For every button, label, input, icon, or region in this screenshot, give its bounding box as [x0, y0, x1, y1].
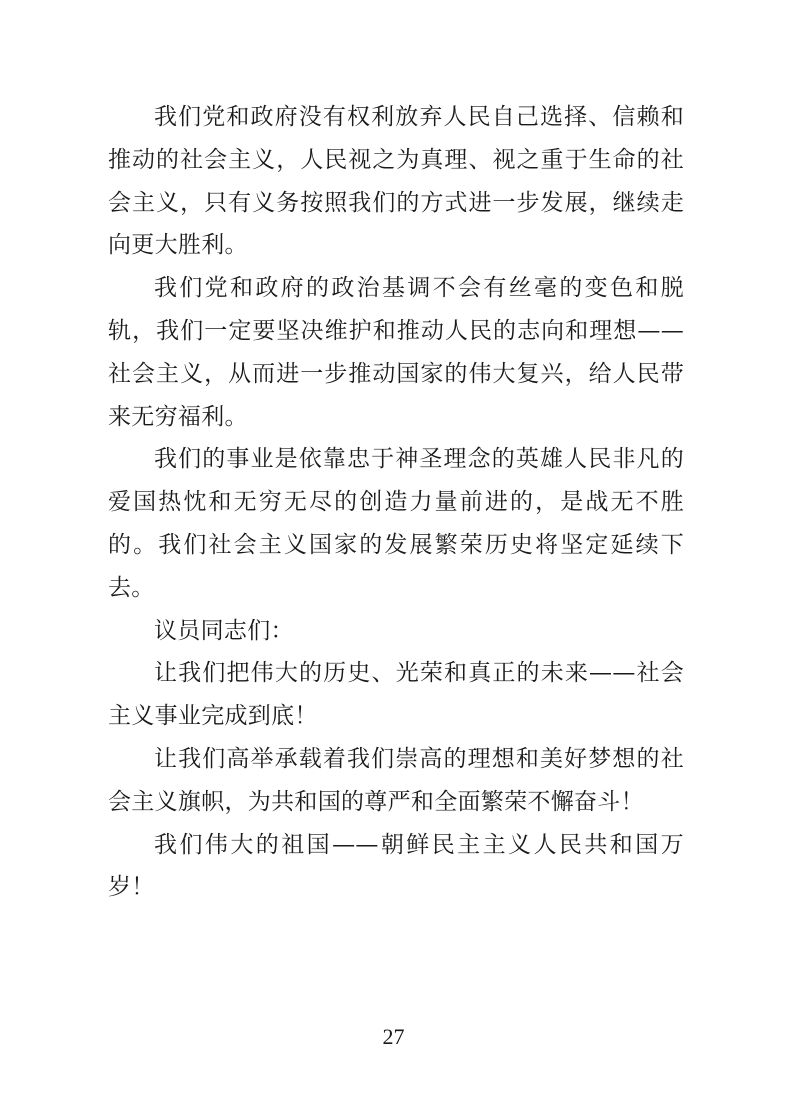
paragraph: 我们的事业是依靠忠于神圣理念的英雄人民非凡的爱国热忱和无穷无尽的创造力量前进的，是战无不胜的。我们社会主义国家的发展繁荣历史将坚定延续下去。 — [108, 446, 684, 601]
paragraph: 让我们把伟大的历史、光荣和真正的未来——社会主义事业完成到底！ — [108, 660, 684, 730]
page-number: 27 — [382, 1024, 405, 1049]
paragraph: 我们伟大的祖国——朝鲜民主主义人民共和国万岁！ — [108, 831, 684, 901]
paragraph: 让我们高举承载着我们崇高的理想和美好梦想的社会主义旗帜，为共和国的尊严和全面繁荣不懈奋斗！ — [108, 745, 684, 815]
paragraph: 我们党和政府没有权利放弃人民自己选择、信赖和推动的社会主义，人民视之为真理、视之重于生命的社会主义，只有义务按照我们的方式进一步发展，继续走向更大胜利。 — [108, 104, 684, 259]
salutation: 议员同志们： — [154, 617, 294, 644]
paragraph: 我们党和政府的政治基调不会有丝毫的变色和脱轨，我们一定要坚决维护和推动人民的志向和理想——社会主义，从而进一步推动国家的伟大复兴，给人民带来无穷福利。 — [108, 275, 684, 430]
document-body — [108, 96, 684, 909]
